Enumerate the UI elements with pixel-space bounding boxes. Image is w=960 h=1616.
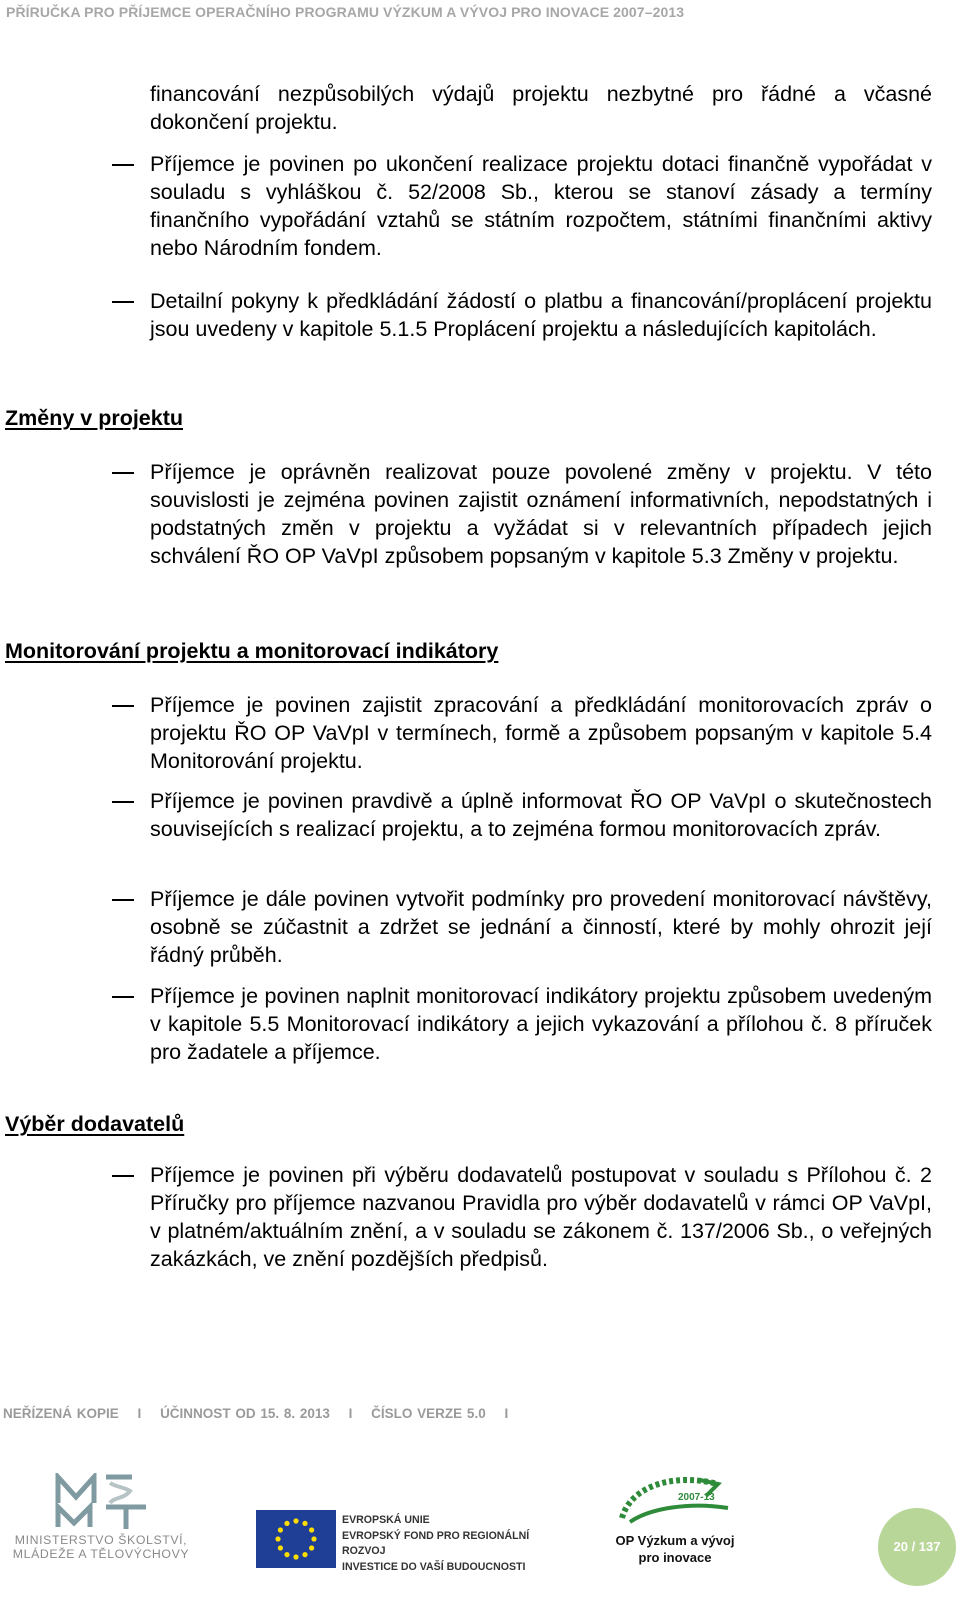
eu-line2: EVROPSKÝ FOND PRO REGIONÁLNÍ ROZVOJ [342, 1529, 530, 1557]
document-header: PŘÍRUČKA PRO PŘÍJEMCE OPERAČNÍHO PROGRAMU VÝZKUM A VÝVOJ PRO INOVACE 2007–2013 [6, 4, 685, 20]
op-line2: pro inovace [638, 1550, 712, 1565]
heading-suppliers: Výběr dodavatelů [5, 1112, 185, 1136]
msmt-line2: MLÁDEŽE A TĚLOVÝCHOVY [12, 1546, 190, 1561]
footer-validity: ÚČINNOST OD 15. 8. 2013 [160, 1406, 330, 1421]
msmt-mark-icon [54, 1473, 154, 1531]
bullet-monitoring-indicators: Příjemce je povinen naplnit monitorovací indikátory projektu způsobem uvedeným v kapitole 5.5 Monitorovací indikátory a jejich vykazování a přílohou č. 8 příruček pro žadatele a příjemce. [150, 984, 932, 1064]
bullet-dash [112, 801, 134, 803]
op-vavpi-logo [600, 1468, 750, 1588]
eu-line1: EVROPSKÁ UNIE [342, 1514, 430, 1526]
eu-line3: INVESTICE DO VAŠÍ BUDOUCNOSTI [342, 1560, 526, 1573]
footer-separator: I [137, 1406, 142, 1421]
footer-version: ČÍSLO VERZE 5.0 [371, 1406, 486, 1421]
footer-info [3, 1406, 522, 1421]
eu-text [342, 1513, 572, 1575]
eu-flag-icon [256, 1510, 336, 1568]
bullet-dash [112, 705, 134, 707]
bullet-dash [112, 899, 134, 901]
bullet-dash [112, 301, 134, 303]
footer-separator: I [504, 1406, 509, 1421]
bullet-dash [112, 996, 134, 998]
op-years: 2007-13 [678, 1492, 715, 1503]
msmt-line1: MINISTERSTVO ŠKOLSTVÍ, [14, 1533, 188, 1547]
heading-changes: Změny v projektu [5, 406, 184, 430]
op-text [600, 1532, 750, 1566]
bullet-monitoring-reports: Příjemce je povinen zajistit zpracování a předkládání monitorovacích zpráv o projektu ŘO OP VaVpI v termínech, formě a způsobem popsaným v kapitole 5.4 Monitorování projektu. [150, 693, 932, 773]
heading-monitoring: Monitorování projektu a monitorovací indikátory [5, 639, 499, 663]
bullet-project-changes: Příjemce je oprávněn realizovat pouze povolené změny v projektu. V této souvislosti je zejména povinen zajistit oznámení informativních, nepodstatných i podstatných změn v projektu a vyžádat si v relevantních případech jejich schválení ŘO OP VaVpI způsobem popsaným v kapitole 5.3 Změny v projektu. [150, 460, 932, 568]
bullet-dash [112, 1175, 134, 1177]
msmt-logo [6, 1473, 190, 1563]
msmt-text [6, 1534, 196, 1561]
bullet-supplier-selection: Příjemce je povinen při výběru dodavatelů postupovat v souladu s Přílohou č. 2 Příručky pro příjemce nazvanou Pravidla pro výběr dodavatelů v rámci OP VaVpI, v platném/aktuálním znění, a v souladu se zákonem č. 137/2006 Sb., o veřejných zakázkách, ve znění pozdějších předpisů. [150, 1163, 932, 1271]
page-number-badge: 20 / 137 [878, 1508, 956, 1586]
op-vavpi-mark-icon [600, 1468, 750, 1532]
op-line1: OP Výzkum a vývoj [615, 1533, 735, 1548]
paragraph-continuation: financování nezpůsobilých výdajů projektu nezbytné pro řádné a včasné dokončení projektu. [150, 82, 932, 134]
bullet-monitoring-visit: Příjemce je dále povinen vytvořit podmínky pro provedení monitorovací návštěvy, osobně se zúčastnit a zdržet se jednání a činností, které by mohly ohrozit její řádný průběh. [150, 887, 932, 967]
bullet-dash [112, 164, 134, 166]
bullet-dash [112, 472, 134, 474]
bullet-monitoring-inform: Příjemce je povinen pravdivě a úplně informovat ŘO OP VaVpI o skutečnostech souvisejících s realizací projektu, a to zejména formou monitorovacích zpráv. [150, 789, 932, 841]
footer-copy: NEŘÍZENÁ KOPIE [3, 1406, 119, 1421]
eu-logo [256, 1510, 556, 1573]
footer-separator: I [348, 1406, 353, 1421]
bullet-settlement: Příjemce je povinen po ukončení realizace projektu dotaci finančně vypořádat v souladu s vyhláškou č. 52/2008 Sb., kterou se stanoví zásady a termíny finančního vypořádání vztahů se státním rozpočtem, státními finančními aktivy nebo Národním fondem. [150, 152, 932, 260]
bullet-detail-instructions: Detailní pokyny k předkládání žádostí o platbu a financování/proplácení projektu jsou uvedeny v kapitole 5.1.5 Proplácení projektu a následujících kapitolách. [150, 289, 932, 341]
